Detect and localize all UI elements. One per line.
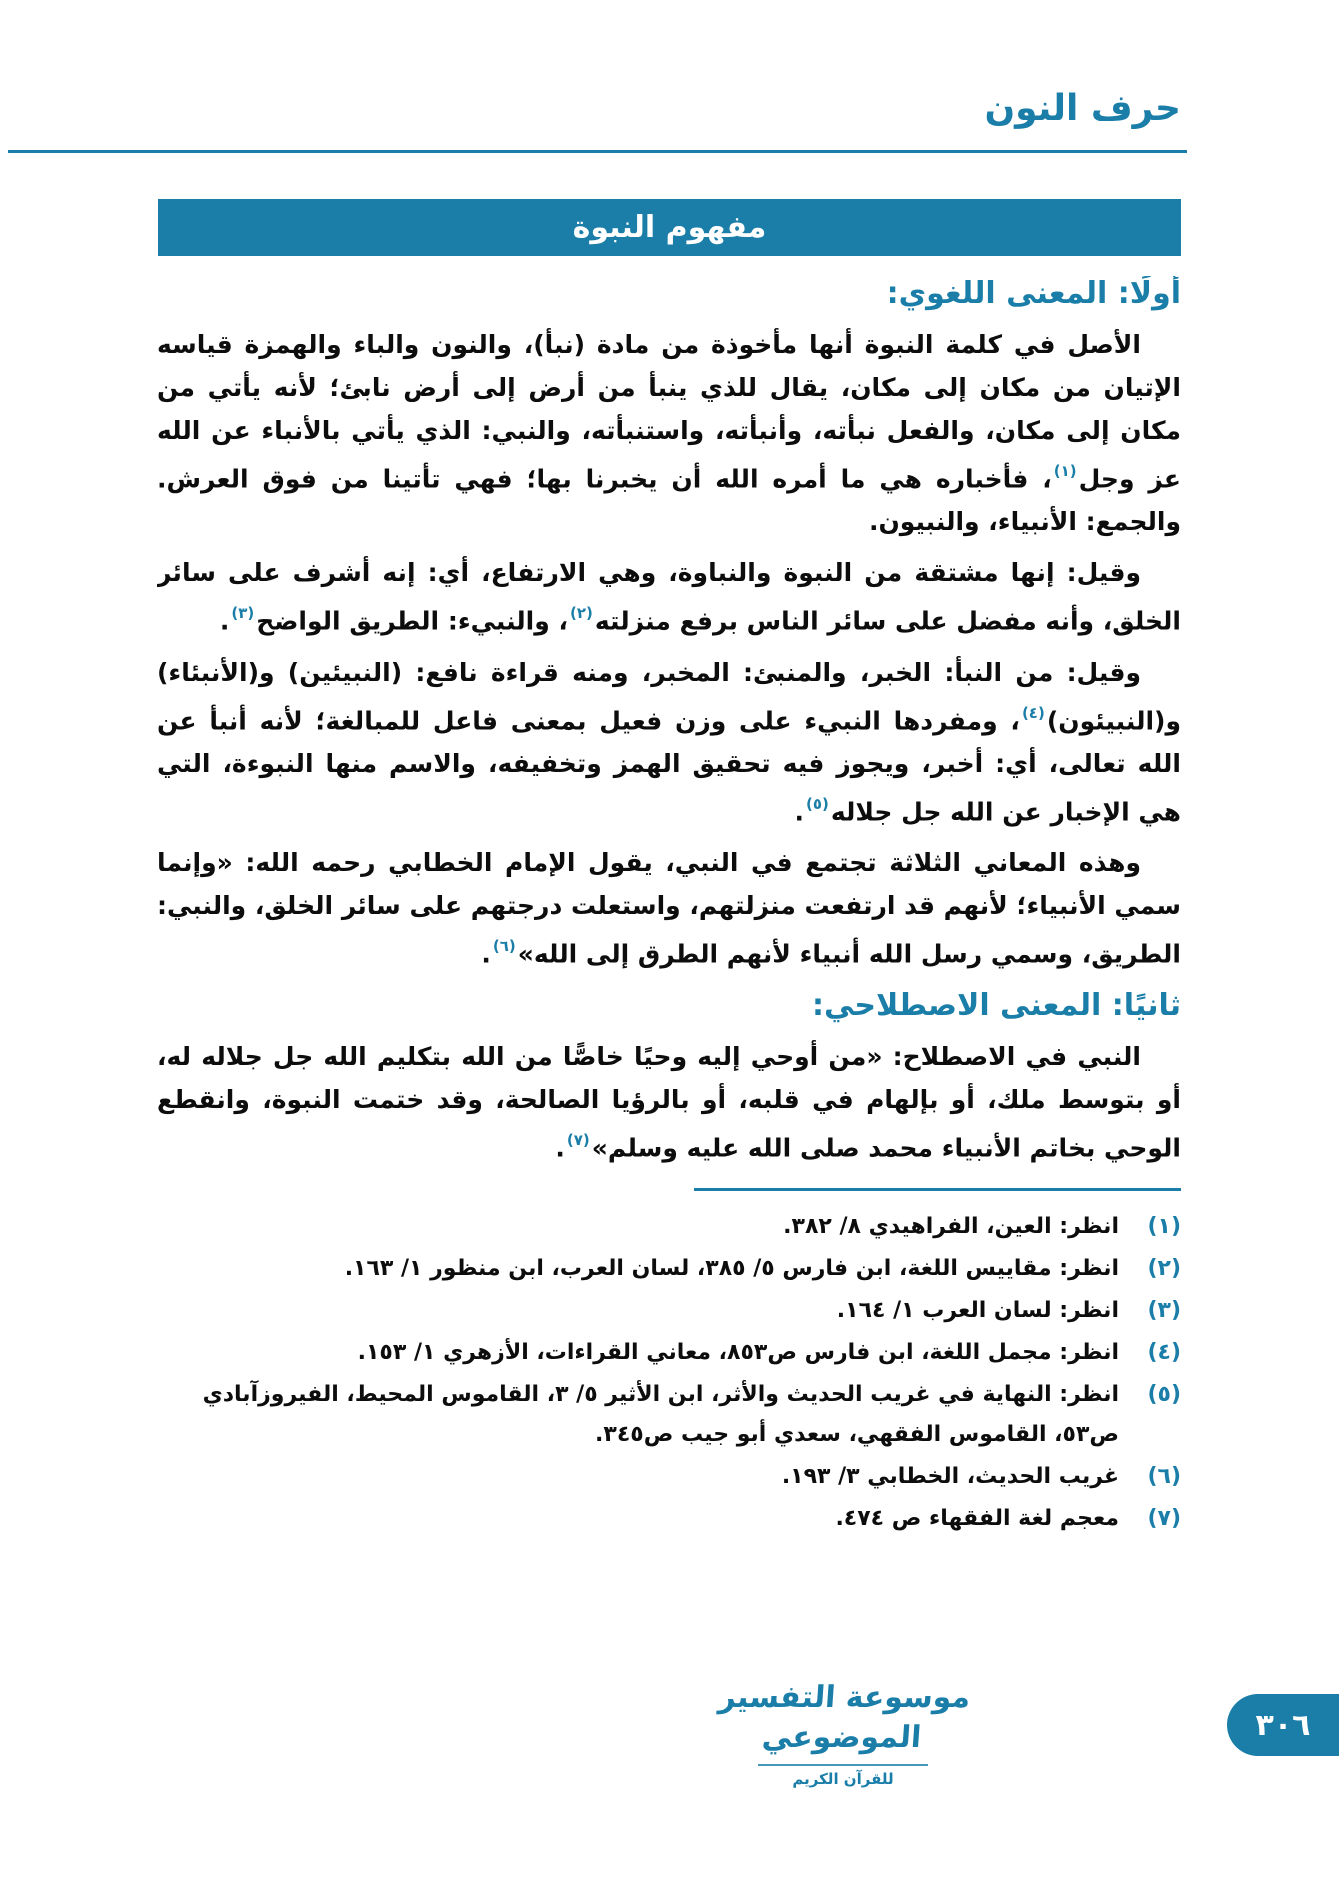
footnote-item: [160, 1457, 1181, 1497]
footnote-marker: (٤): [1021, 703, 1045, 722]
footnote-item: [160, 1291, 1181, 1331]
body-paragraph: الأصل في كلمة النبوة أنها مأخوذة من مادة (نبأ)، والنون والباء والهمزة قياسه الإتيان من مكان إلى مكان، يقال للذي ينبأ من أرض إلى أرض نابئ؛ لأنه يأتي من مكان إلى مكان، والفعل نبأته، وأنبأته، واستنبأته، والنبي: الذي يأتي بالأنباء عن الله عز وجل$^{(١)}$، فأخباره هي ما أمره الله أن يخبرنا بها؛ فهي تأتينا من فوق العرش. والجمع: الأنبياء، والنبيون.: [157, 330, 1181, 537]
footnote-number: (١): [1147, 1214, 1181, 1239]
publisher-logo-subtitle: للقرآن الكريم: [792, 1770, 894, 1788]
section-heading: أولًا: المعنى اللغوي:: [886, 276, 1181, 311]
footnote-number: (٥): [1147, 1382, 1181, 1407]
footnote-number: (٢): [1147, 1256, 1181, 1281]
footnote-marker: (٢): [570, 604, 593, 623]
footnote-text: معجم لغة الفقهاء ص ٤٧٤.: [835, 1506, 1119, 1531]
footnotes-list: [160, 1207, 1181, 1539]
footnote-text: غريب الحديث، الخطابي ٣/ ١٩٣.: [781, 1464, 1119, 1489]
footnote-item: [160, 1375, 1181, 1455]
footnote-number: (٣): [1147, 1298, 1181, 1323]
publisher-logo: [703, 1678, 983, 1788]
footnote-text: انظر: مقاييس اللغة، ابن فارس ٥/ ٣٨٥، لسان العرب، ابن منظور ١/ ١٦٣.: [344, 1256, 1119, 1281]
footnote-text: انظر: النهاية في غريب الحديث والأثر، ابن الأثير ٥/ ٣، القاموس المحيط، الفيروزآبادي ص٥٣، القاموس الفقهي، سعدي أبو جيب ص٣٤٥.: [202, 1382, 1119, 1447]
footnote-marker: (٧): [566, 1130, 590, 1149]
footnote-number: (٤): [1147, 1340, 1181, 1365]
footnotes-section: [160, 1188, 1181, 1541]
footnote-marker: (٦): [492, 937, 516, 956]
section-banner: [158, 199, 1181, 256]
body-paragraph: النبي في الاصطلاح: «من أوحي إليه وحيًا خاصًّا من الله بتكليم الله جل جلاله له، أو بتوسط ملك، أو بإلهام في قلبه، أو بالرؤيا الصالحة، وقد ختمت النبوة، وانقطع الوحي بخاتم الأنبياء محمد صلى الله عليه وسلم»$^{(٧)}$.: [157, 1041, 1181, 1162]
footnote-marker: (٥): [806, 794, 829, 813]
footnote-text: انظر: لسان العرب ١/ ١٦٤.: [836, 1298, 1119, 1323]
footnote-item: [160, 1499, 1181, 1539]
footnotes-divider: [694, 1188, 1181, 1191]
header-rule: [8, 150, 1187, 153]
footnote-text: انظر: العين، الفراهيدي ٨/ ٣٨٢.: [783, 1214, 1119, 1239]
footnote-number: (٦): [1147, 1464, 1181, 1489]
body-paragraph: وقيل: إنها مشتقة من النبوة والنباوة، وهي الارتفاع، أي: إنه أشرف على سائر الخلق، وأنه مفضل على سائر الناس برفع منزلته$^{(٢)}$، والنبيء: الطريق الواضح$^{(٣)}$.: [157, 558, 1181, 636]
section-heading: ثانيًا: المعنى الاصطلاحي:: [812, 987, 1181, 1023]
publisher-logo-title: موسوعة التفسير الموضوعي: [717, 1680, 972, 1755]
footnote-item: [160, 1207, 1181, 1247]
footnote-number: (٧): [1147, 1506, 1181, 1531]
footnote-item: [160, 1249, 1181, 1289]
footnote-marker: (١): [1053, 462, 1077, 480]
publisher-logo-flourish: [758, 1764, 928, 1766]
body-content: [157, 276, 1181, 1181]
footnote-marker: (٣): [231, 604, 255, 623]
page-number-badge: [1227, 1694, 1339, 1756]
body-paragraph: وقيل: من النبأ: الخبر، والمنبئ: المخبر، ومنه قراءة نافع: (النبيئين) و(الأنبئاء) و(النبيئون)$^{(٤)}$، ومفردها النبيء على وزن فعيل بمعنى فاعل للمبالغة؛ لأنه أنبأ عن الله تعالى، أي: أخبر، ويجوز فيه تحقيق الهمز وتخفيفه، والاسم منها النبوءة، التي هي الإخبار عن الله جل جلاله$^{(٥)}$.: [157, 657, 1181, 827]
page-number: ٣٠٦: [1255, 1707, 1311, 1743]
page-header-title: حرف النون: [984, 88, 1181, 129]
footnote-item: [160, 1333, 1181, 1373]
footnote-text: انظر: مجمل اللغة، ابن فارس ص٨٥٣، معاني القراءات، الأزهري ١/ ١٥٣.: [357, 1340, 1119, 1365]
body-paragraph: وهذه المعاني الثلاثة تجتمع في النبي، يقول الإمام الخطابي رحمه الله: «وإنما سمي الأنبياء؛ لأنهم قد ارتفعت منزلتهم، واستعلت درجتهم على سائر الخلق، والنبي: الطريق، وسمي رسل الله أنبياء لأنهم الطرق إلى الله»$^{(٦)}$.: [157, 848, 1181, 969]
banner-title: مفهوم النبوة: [572, 210, 767, 245]
